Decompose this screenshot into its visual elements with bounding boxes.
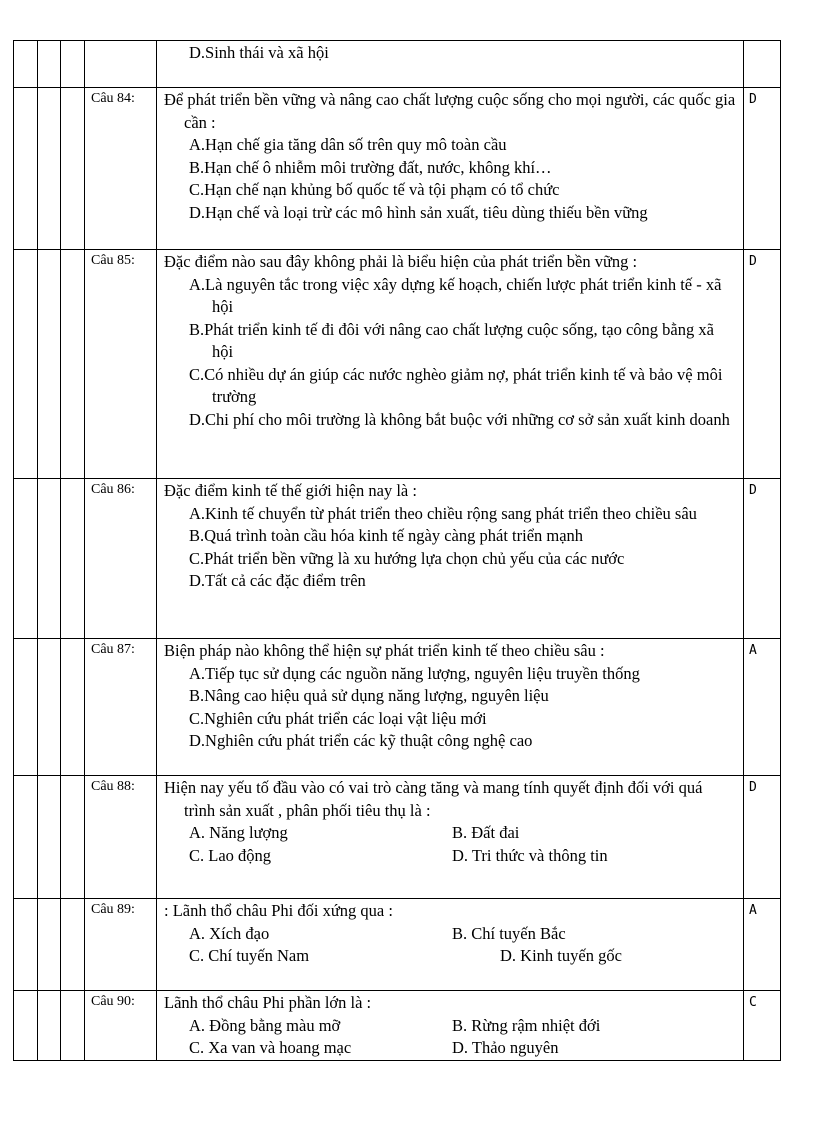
question-content bbox=[157, 991, 744, 1061]
blank-cell bbox=[38, 991, 61, 1061]
option-pair bbox=[164, 945, 737, 968]
question-number: Câu 88: bbox=[85, 776, 157, 899]
table-row bbox=[14, 250, 781, 479]
blank-cell bbox=[14, 41, 38, 88]
answer-key: D bbox=[744, 88, 781, 250]
blank-cell bbox=[14, 991, 38, 1061]
question-content bbox=[157, 250, 744, 479]
option-text: D.Nghiên cứu phát triển các kỹ thuật công nghệ cao bbox=[189, 731, 533, 750]
option-text: C.Có nhiều dự án giúp các nước nghèo giảm nợ, phát triển kinh tế và bảo vệ môi trường bbox=[189, 364, 723, 406]
question-number: Câu 89: bbox=[85, 899, 157, 991]
table-row bbox=[14, 991, 781, 1061]
option-text: C. Chí tuyến Nam bbox=[189, 946, 310, 965]
answer-key: C bbox=[744, 991, 781, 1061]
blank-cell bbox=[61, 639, 85, 776]
question-stem: Đặc điểm kinh tế thế giới hiện nay là : bbox=[164, 481, 417, 500]
blank-cell bbox=[14, 776, 38, 899]
question-stem: Để phát triển bền vững và nâng cao chất lượng cuộc sống cho mọi người, các quốc gia cần : bbox=[164, 90, 736, 132]
blank-cell bbox=[14, 250, 38, 479]
option-text: C.Nghiên cứu phát triển các loại vật liệu mới bbox=[189, 708, 487, 728]
option-text: B.Quá trình toàn cầu hóa kinh tế ngày càng phát triển mạnh bbox=[189, 526, 584, 545]
question-stem: Biện pháp nào không thể hiện sự phát triển kinh tế theo chiều sâu : bbox=[164, 641, 605, 660]
blank-cell bbox=[14, 639, 38, 776]
question-number: Câu 84: bbox=[85, 88, 157, 250]
table-row bbox=[14, 88, 781, 250]
blank-cell bbox=[61, 991, 85, 1061]
blank-cell bbox=[61, 899, 85, 991]
blank-cell bbox=[61, 479, 85, 639]
blank-cell bbox=[38, 776, 61, 899]
option-text: D. Thảo nguyên bbox=[452, 1038, 559, 1057]
question-content bbox=[157, 479, 744, 639]
option-text: C.Phát triển bền vững là xu hướng lựa chọn chủ yếu của các nước bbox=[189, 548, 625, 568]
question-content bbox=[157, 899, 744, 991]
option-text: A.Tiếp tục sử dụng các nguồn năng lượng, nguyên liệu truyền thống bbox=[189, 663, 640, 683]
option-text: D. Kinh tuyến gốc bbox=[500, 946, 622, 965]
blank-cell bbox=[61, 88, 85, 250]
table-row bbox=[14, 639, 781, 776]
option-text: D.Sinh thái và xã hội bbox=[189, 43, 329, 62]
question-content bbox=[157, 41, 744, 88]
question-number: Câu 90: bbox=[85, 991, 157, 1061]
option-pair bbox=[164, 923, 737, 946]
blank-cell bbox=[14, 899, 38, 991]
question-number: Câu 85: bbox=[85, 250, 157, 479]
option-text: A.Là nguyên tắc trong việc xây dựng kế hoạch, chiến lược phát triển kinh tế - xã hội bbox=[189, 274, 722, 316]
question-number bbox=[85, 41, 157, 88]
table-row bbox=[14, 41, 781, 88]
option-pair bbox=[164, 1037, 737, 1060]
question-table bbox=[13, 40, 781, 1061]
question-stem: Hiện nay yếu tố đầu vào có vai trò càng tăng và mang tính quyết định đối với quá trình sản xuất , phân phối tiêu thụ là : bbox=[164, 778, 703, 820]
blank-cell bbox=[38, 250, 61, 479]
option-pair bbox=[164, 845, 737, 868]
blank-cell bbox=[61, 250, 85, 479]
question-content bbox=[157, 639, 744, 776]
option-text: D. Tri thức và thông tin bbox=[452, 845, 608, 865]
question-stem: : Lãnh thổ châu Phi đối xứng qua : bbox=[164, 901, 393, 920]
answer-key: A bbox=[744, 639, 781, 776]
table-row bbox=[14, 899, 781, 991]
option-text: C. Xa van và hoang mạc bbox=[189, 1038, 352, 1057]
question-content bbox=[157, 88, 744, 250]
blank-cell bbox=[38, 639, 61, 776]
option-pair bbox=[164, 822, 737, 845]
option-text: A. Xích đạo bbox=[189, 923, 270, 943]
blank-cell bbox=[38, 479, 61, 639]
option-text: C.Hạn chế nạn khủng bố quốc tế và tội phạm có tổ chức bbox=[189, 180, 560, 199]
question-stem: Đặc điểm nào sau đây không phải là biểu hiện của phát triển bền vững : bbox=[164, 252, 638, 271]
option-text: D.Tất cả các đặc điểm trên bbox=[189, 571, 366, 590]
answer-key bbox=[744, 41, 781, 88]
blank-cell bbox=[14, 479, 38, 639]
option-text: B. Rừng rậm nhiệt đới bbox=[452, 1015, 601, 1035]
option-text: D.Chi phí cho môi trường là không bắt buộc với những cơ sở sản xuất kinh doanh bbox=[189, 409, 730, 429]
blank-cell bbox=[61, 41, 85, 88]
option-text: B.Hạn chế ô nhiễm môi trường đất, nước, không khí… bbox=[189, 157, 552, 177]
option-text: A.Kinh tế chuyển từ phát triển theo chiều rộng sang phát triển theo chiều sâu bbox=[189, 503, 697, 523]
answer-key: D bbox=[744, 776, 781, 899]
option-text: D.Hạn chế và loại trừ các mô hình sản xuất, tiêu dùng thiếu bền vững bbox=[189, 202, 648, 222]
option-text: C. Lao động bbox=[189, 845, 272, 865]
answer-key: D bbox=[744, 250, 781, 479]
answer-key: A bbox=[744, 899, 781, 991]
question-number: Câu 87: bbox=[85, 639, 157, 776]
option-text: B.Nâng cao hiệu quả sử dụng năng lượng, nguyên liệu bbox=[189, 686, 549, 705]
table-row bbox=[14, 479, 781, 639]
blank-cell bbox=[14, 88, 38, 250]
option-text: B. Chí tuyến Bắc bbox=[452, 923, 566, 943]
option-pair bbox=[164, 1015, 737, 1038]
question-stem: Lãnh thổ châu Phi phần lớn là : bbox=[164, 993, 372, 1012]
question-content bbox=[157, 776, 744, 899]
blank-cell bbox=[38, 899, 61, 991]
blank-cell bbox=[61, 776, 85, 899]
option-text: A.Hạn chế gia tăng dân số trên quy mô toàn cầu bbox=[189, 135, 507, 154]
table-row bbox=[14, 776, 781, 899]
question-number: Câu 86: bbox=[85, 479, 157, 639]
option-text: B.Phát triển kinh tế đi đôi với nâng cao chất lượng cuộc sống, tạo công bằng xã hội bbox=[189, 319, 714, 361]
blank-cell bbox=[38, 41, 61, 88]
option-text: A. Đồng bằng màu mỡ bbox=[189, 1015, 341, 1035]
option-text: B. Đất đai bbox=[452, 823, 520, 842]
blank-cell bbox=[38, 88, 61, 250]
answer-key: D bbox=[744, 479, 781, 639]
option-text: A. Năng lượng bbox=[189, 823, 288, 842]
